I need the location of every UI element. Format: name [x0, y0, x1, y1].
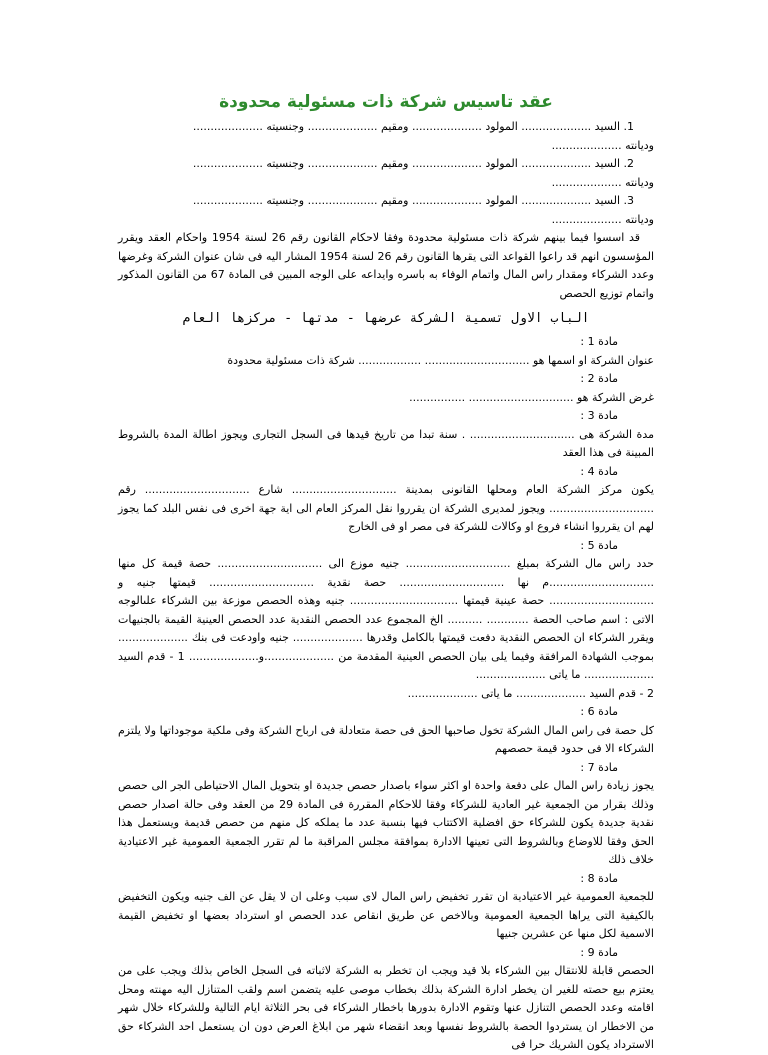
article-text: الحصص قابلة للانتقال بين الشركاء بلا قيد ويجب ان تخطر به الشركة لاثباته فى السجل الخاص بذلك ويجب على من يعتزم بيع حصته للغير ان يخطر ادارة الشركة بذلك بخطاب موصى عليه يتضمن اسم ولقب المتنازل اليه مهنته ومحل اقامته وعدد الحصص التنازل عنها وتقوم الادارة بدورها باخطار الشركاء فى بحر الثلاثة ايام التالية وللشركاء خلال شهر من الاخطار ان يستردوا الحصة بالشروط نفسها وبعد انقضاء شهر من ابلاغ العرض دون ان يستعمل احد الشركاء حق الاسترداد يكون الشريك حرا فى — [118, 964, 654, 1051]
article-label: مادة 8 : — [580, 871, 618, 885]
article-text: مدة الشركة هى .............................. . سنة تبدا من تاريخ قيدها فى السجل التجارى ويجوز اطالة المدة بالشروط المبينة فى هذا العقد — [118, 427, 654, 459]
article-label: مادة 9 : — [580, 945, 618, 959]
article-text: كل حصة فى راس المال الشركة تخول صاحبها الحق فى حصة متعادلة فى ارباح الشركة وفى ملكية موجوداتها ولا يلتزم الشركاء الا فى حدود قيمة حصصهم — [118, 723, 654, 755]
article-text: 2 - قدم السيد .................... ما ياتى .................... — [407, 686, 654, 700]
article-5 — [118, 537, 654, 704]
article-text: حدد راس مال الشركة بمبلغ .............................. جنيه موزع الى .............................. حصة قيمة كل منها ..............................م نها .............................. حصة نقدية .............................. قيمتها جنيه و .............................. حصة عينية قيمتها ............................... جنيه وهذه الحصص موزعة بين الشركاء علىالوجه الاتى : اسم صاحب الحصة ............ .......... الخ المجموع عدد الحصص النقدية عدد الحصص العينية القيمة بالجنيهات ويقرر الشركاء ان الحصص النقدية دفعت قيمتها بالكامل وقدرها .................... جنيه واودعت فى بنك .................... بموجب الشهادة المرافقة وفيما يلى بيان الحصص العينية المقدمة من ....................و.................... 1 - قدم السيد .................... ما ياتى .................... — [118, 557, 654, 681]
article-3 — [118, 407, 654, 463]
party-religion-line: وديانته .................... — [551, 175, 654, 189]
article-label: مادة 5 : — [580, 538, 618, 552]
article-text: يكون مركز الشركة العام ومحلها القانونى بمدينة .............................. شارع .............................. رقم .............................. ويجوز لمديرى الشركة ان يقرروا نقل المركز العام الى اية جهة اخرى فى نفس البلد كما يجوز لهم ان يقرروا انشاء فروع او وكالات للشركة فى مصر او فى الخارج — [118, 483, 654, 533]
article-label: مادة 1 : — [580, 335, 618, 348]
article-8 — [118, 870, 654, 944]
party-line: 1. السيد .................... المولود .................... ومقيم .................... وجنسيته .................... — [192, 120, 634, 133]
chapter-heading: الباب الاول تسمية الشركة عرضها - مدتها - مركزها العام — [182, 311, 590, 326]
article-1 — [118, 333, 654, 370]
article-text: عنوان الشركة او اسمها هو .............................. .................. شركة ذات مسئولية محدودة — [227, 353, 654, 367]
intro-paragraph: قد اسسوا فيما بينهم شركة ذات مسئولية محدودة وفقا لاحكام القانون رقم 26 لسنة 1954 واحكام العقد ويقرر المؤسسون انهم قد راعوا القواعد التى يقرها القانون رقم 26 لسنة 1954 المشار اليه فى شان عنوان الشركة وغرضها وعدد الشركاء ومقدار راس المال واتمام الوفاء به باسره وايداعه على الوجه المبين فى المادة 67 من القانون المذكور واتمام توزيع الحصص — [118, 231, 655, 300]
party-religion-line: وديانته .................... — [551, 212, 654, 226]
article-label: مادة 2 : — [580, 372, 618, 385]
article-6 — [118, 703, 654, 759]
party-line: 3. السيد .................... المولود .................... ومقيم .................... وجنسيته .................... — [192, 194, 634, 207]
document-title: عقد تاسيس شركة ذات مسئولية محدودة — [219, 92, 553, 112]
article-7 — [118, 759, 654, 870]
parties-list — [118, 118, 654, 229]
party-line: 2. السيد .................... المولود .................... ومقيم .................... وجنسيته .................... — [192, 157, 634, 170]
article-4 — [118, 463, 654, 537]
article-text: يجوز زيادة راس المال على دفعة واحدة او اكثر سواء باصدار حصص جديدة او بتحويل المال الاحتياطى الجر الى حصص وذلك بقرار من الجمعية غير العادية للشركاء وفقا للاحكام المقررة فى المادة 29 من العقد وفى حالة اصدار حصص نقدية جديدة يكون للشركاء حق افضلية الاكتتاب فيها بنسبة عدد ما يملكه كل منهم من حصص قديمة ويستعمل هذا الحق وفقا للاوضاع وبالشروط التى تعينها الادارة بموافقة مجلس المراقبة ما لم تقرر الجمعية العمومية غير الاعتيادية خلاف ذلك — [118, 779, 654, 866]
article-9 — [118, 944, 654, 1055]
article-text: غرض الشركة هو .............................. ................ — [409, 390, 654, 404]
contract-document — [118, 88, 654, 1055]
article-label: مادة 3 : — [580, 409, 618, 422]
article-text: للجمعية العمومية غير الاعتيادية ان تقرر تخفيض راس المال لاى سبب وعلى ان لا يقل عن الف جنيه ويكون التخفيض بالكيفية التى يراها الجمعية العمومية وبالاخص عن طريق انقاص عدد الحصص او استرداد بعضها او تخفيض القيمة الاسمية لكل منها عن عشرين جنيها — [118, 890, 654, 940]
article-label: مادة 4 : — [580, 464, 618, 478]
article-label: مادة 7 : — [580, 760, 618, 774]
article-2 — [118, 370, 654, 407]
party-religion-line: وديانته .................... — [551, 138, 654, 152]
article-label: مادة 6 : — [580, 705, 618, 718]
